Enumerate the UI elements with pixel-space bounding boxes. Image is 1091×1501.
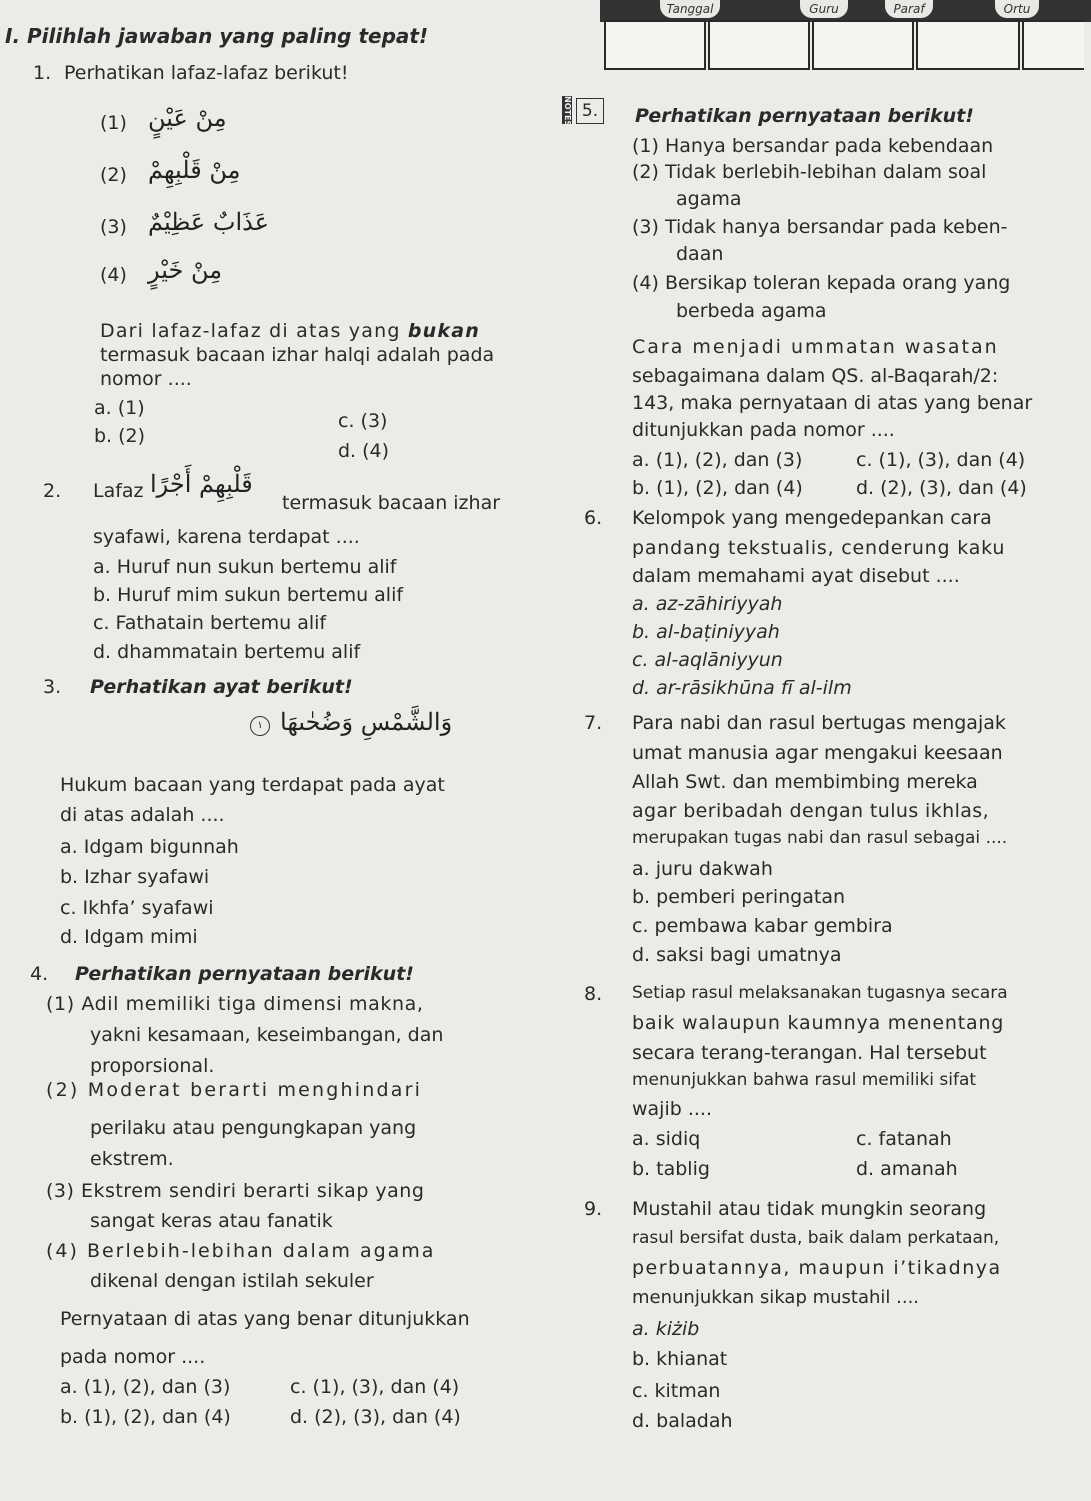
item-label: (4): [100, 264, 127, 286]
question-stem: Perhatikan pernyataan berikut!: [75, 963, 414, 985]
question-text: secara terang-terangan. Hal tersebut: [632, 1042, 987, 1064]
option-c[interactable]: c. kitman: [632, 1380, 721, 1402]
option-d[interactable]: d. saksi bagi umatnya: [632, 944, 842, 966]
question-text: merupakan tugas nabi dan rasul sebagai ....: [632, 828, 1008, 848]
statement-line: (1) Hanya bersandar pada kebendaan: [632, 135, 994, 157]
option-d[interactable]: d. baladah: [632, 1410, 733, 1432]
statement-line: agama: [676, 188, 742, 210]
option-b[interactable]: b. Huruf mim sukun bertemu alif: [93, 584, 404, 606]
item-label: (1): [100, 112, 127, 134]
question-number: 4.: [30, 963, 49, 985]
option-c[interactable]: c. (1), (3), dan (4): [290, 1376, 460, 1398]
item-label: (2): [100, 164, 127, 186]
question-text: sebagaimana dalam QS. al-Baqarah/2:: [632, 365, 999, 387]
question-stem: Perhatikan ayat berikut!: [90, 676, 353, 698]
question-text: Pernyataan di atas yang benar ditunjukkan: [60, 1308, 470, 1330]
question-text: 143, maka pernyataan di atas yang benar: [632, 392, 1033, 414]
question-number: 6.: [584, 507, 603, 529]
option-c[interactable]: c. al-aqlāniyyun: [632, 649, 783, 671]
question-number: 3.: [43, 676, 62, 698]
option-c[interactable]: c. pembawa kabar gembira: [632, 915, 893, 937]
signature-box: [916, 20, 1020, 70]
option-d[interactable]: d. dhammatain bertemu alif: [93, 641, 361, 663]
question-number: 8.: [584, 983, 603, 1005]
question-text: Mustahil atau tidak mungkin seorang: [632, 1198, 987, 1220]
statement-line: dikenal dengan istilah sekuler: [90, 1270, 374, 1292]
option-b[interactable]: b. pemberi peringatan: [632, 886, 845, 908]
question-text: Allah Swt. dan membimbing mereka: [632, 771, 978, 793]
arabic-text: وَالشَّمْسِ وَضُحٰىهَا: [280, 708, 453, 736]
option-b[interactable]: b. (1), (2), dan (4): [60, 1406, 231, 1428]
arabic-text: مِنْ خَيْرٍ: [148, 256, 223, 284]
option-c[interactable]: c. Fathatain bertemu alif: [93, 612, 327, 634]
section-title: I. Pilihlah jawaban yang paling tepat!: [5, 24, 429, 48]
option-d[interactable]: d. amanah: [856, 1158, 958, 1180]
question-text: termasuk bacaan izhar halqi adalah pada: [100, 344, 495, 366]
option-d[interactable]: d. (4): [338, 440, 390, 462]
option-d[interactable]: d. (2), (3), dan (4): [290, 1406, 461, 1428]
statement-line: (4) Berlebih-lebihan dalam agama: [46, 1240, 436, 1262]
option-a[interactable]: a. kiżib: [632, 1318, 700, 1340]
tab-label: Paraf: [885, 0, 933, 18]
option-a[interactable]: a. (1), (2), dan (3): [60, 1376, 231, 1398]
statement-line: daan: [676, 243, 724, 265]
question-text: di atas adalah ....: [60, 804, 225, 826]
option-d[interactable]: d. ar-rāsikhūna fī al-ilm: [632, 677, 852, 699]
option-c[interactable]: c. (3): [338, 410, 388, 432]
option-c[interactable]: c. (1), (3), dan (4): [856, 449, 1026, 471]
signature-box: [812, 20, 914, 70]
question-number: 9.: [584, 1198, 603, 1220]
option-c[interactable]: c. Ikhfa’ syafawi: [60, 897, 214, 919]
option-c[interactable]: c. fatanah: [856, 1128, 952, 1150]
question-text: Dari lafaz-lafaz di atas yang bukan: [100, 320, 480, 342]
statement-line: perilaku atau pengungkapan yang: [90, 1117, 417, 1139]
statement-line: (2) Tidak berlebih-lebihan dalam soal: [632, 161, 987, 183]
statement-line: (2) Moderat berarti menghindari: [46, 1079, 423, 1101]
option-a[interactable]: a. Huruf nun sukun bertemu alif: [93, 556, 397, 578]
item-label: (3): [100, 216, 127, 238]
arabic-text: عَذَابٌ عَظِيْمٌ: [148, 208, 270, 236]
question-text: ditunjukkan pada nomor ....: [632, 419, 895, 441]
arabic-text: مِنْ قَلْبِهِمْ: [148, 156, 241, 184]
arabic-text: قَلْبِهِمْ أَجْرًا: [150, 470, 253, 498]
option-b[interactable]: b. khianat: [632, 1348, 728, 1370]
question-stem: Perhatikan pernyataan berikut!: [635, 105, 974, 127]
question-text: pandang tekstualis, cenderung kaku: [632, 537, 1006, 559]
statement-line: berbeda agama: [676, 300, 827, 322]
option-b[interactable]: b. al-baṭiniyyah: [632, 621, 780, 643]
notes-tag: NOTES: [563, 96, 572, 127]
signature-box: [708, 20, 810, 70]
option-d[interactable]: d. Idgam mimi: [60, 926, 198, 948]
question-text: termasuk bacaan izhar: [282, 492, 501, 514]
option-d[interactable]: d. (2), (3), dan (4): [856, 477, 1027, 499]
question-text: Hukum bacaan yang terdapat pada ayat: [60, 774, 445, 796]
question-text: nomor ....: [100, 368, 192, 390]
statement-line: sangat keras atau fanatik: [90, 1210, 333, 1232]
question-text: dalam memahami ayat disebut ....: [632, 565, 960, 587]
question-text: Para nabi dan rasul bertugas mengajak: [632, 712, 1006, 734]
question-stem: Perhatikan lafaz-lafaz berikut!: [64, 62, 349, 84]
signature-box: [604, 20, 706, 70]
question-text: perbuatannya, maupun i’tikadnya: [632, 1257, 1002, 1279]
question-text: Cara menjadi ummatan wasatan: [632, 336, 999, 358]
option-a[interactable]: a. Idgam bigunnah: [60, 836, 239, 858]
question-number: 1.: [33, 62, 52, 84]
statement-line: (4) Bersikap toleran kepada orang yang: [632, 272, 1011, 294]
option-a[interactable]: a. sidiq: [632, 1128, 701, 1150]
statement-line: (3) Ekstrem sendiri berarti sikap yang: [46, 1180, 425, 1202]
question-text: Setiap rasul melaksanakan tugasnya secara: [632, 983, 1008, 1003]
tab-label: Guru: [800, 0, 848, 18]
option-a[interactable]: a. (1), (2), dan (3): [632, 449, 803, 471]
option-a[interactable]: a. (1): [94, 397, 145, 419]
option-b[interactable]: b. tablig: [632, 1158, 710, 1180]
statement-line: yakni kesamaan, keseimbangan, dan: [90, 1024, 444, 1046]
question-text: Lafaz: [93, 480, 144, 502]
question-text: baik walaupun kaumnya menentang: [632, 1012, 1005, 1034]
statement-line: (3) Tidak hanya bersandar pada keben-: [632, 216, 1008, 238]
signature-box: [1022, 20, 1084, 70]
question-text: umat manusia agar mengakui keesaan: [632, 742, 1003, 764]
question-number: 2.: [43, 480, 62, 502]
question-text: wajib ....: [632, 1098, 712, 1120]
statement-line: (1) Adil memiliki tiga dimensi makna,: [46, 993, 424, 1015]
question-text: Kelompok yang mengedepankan cara: [632, 507, 992, 529]
option-a[interactable]: a. az-zāhiriyyah: [632, 593, 783, 615]
question-text: rasul bersifat dusta, baik dalam perkataan,: [632, 1228, 1000, 1248]
tab-label: Ortu: [995, 0, 1039, 18]
option-a[interactable]: a. juru dakwah: [632, 858, 773, 880]
question-text: menunjukkan sikap mustahil ....: [632, 1287, 920, 1308]
tab-label: Tanggal: [660, 0, 720, 18]
statement-line: ekstrem.: [90, 1148, 174, 1170]
arabic-text: مِنْ عَيْنٍ: [148, 104, 227, 132]
question-number: 7.: [584, 712, 603, 734]
option-b[interactable]: b. (2): [94, 425, 146, 447]
question-text: menunjukkan bahwa rasul memiliki sifat: [632, 1070, 977, 1090]
ayah-number: ١: [250, 716, 270, 736]
question-number: 5.: [576, 98, 604, 124]
question-text: agar beribadah dengan tulus ikhlas,: [632, 800, 990, 822]
option-b[interactable]: b. (1), (2), dan (4): [632, 477, 803, 499]
option-b[interactable]: b. Izhar syafawi: [60, 866, 210, 888]
statement-line: proporsional.: [90, 1055, 215, 1077]
question-text: pada nomor ....: [60, 1346, 206, 1368]
question-text: syafawi, karena terdapat ....: [93, 526, 360, 548]
